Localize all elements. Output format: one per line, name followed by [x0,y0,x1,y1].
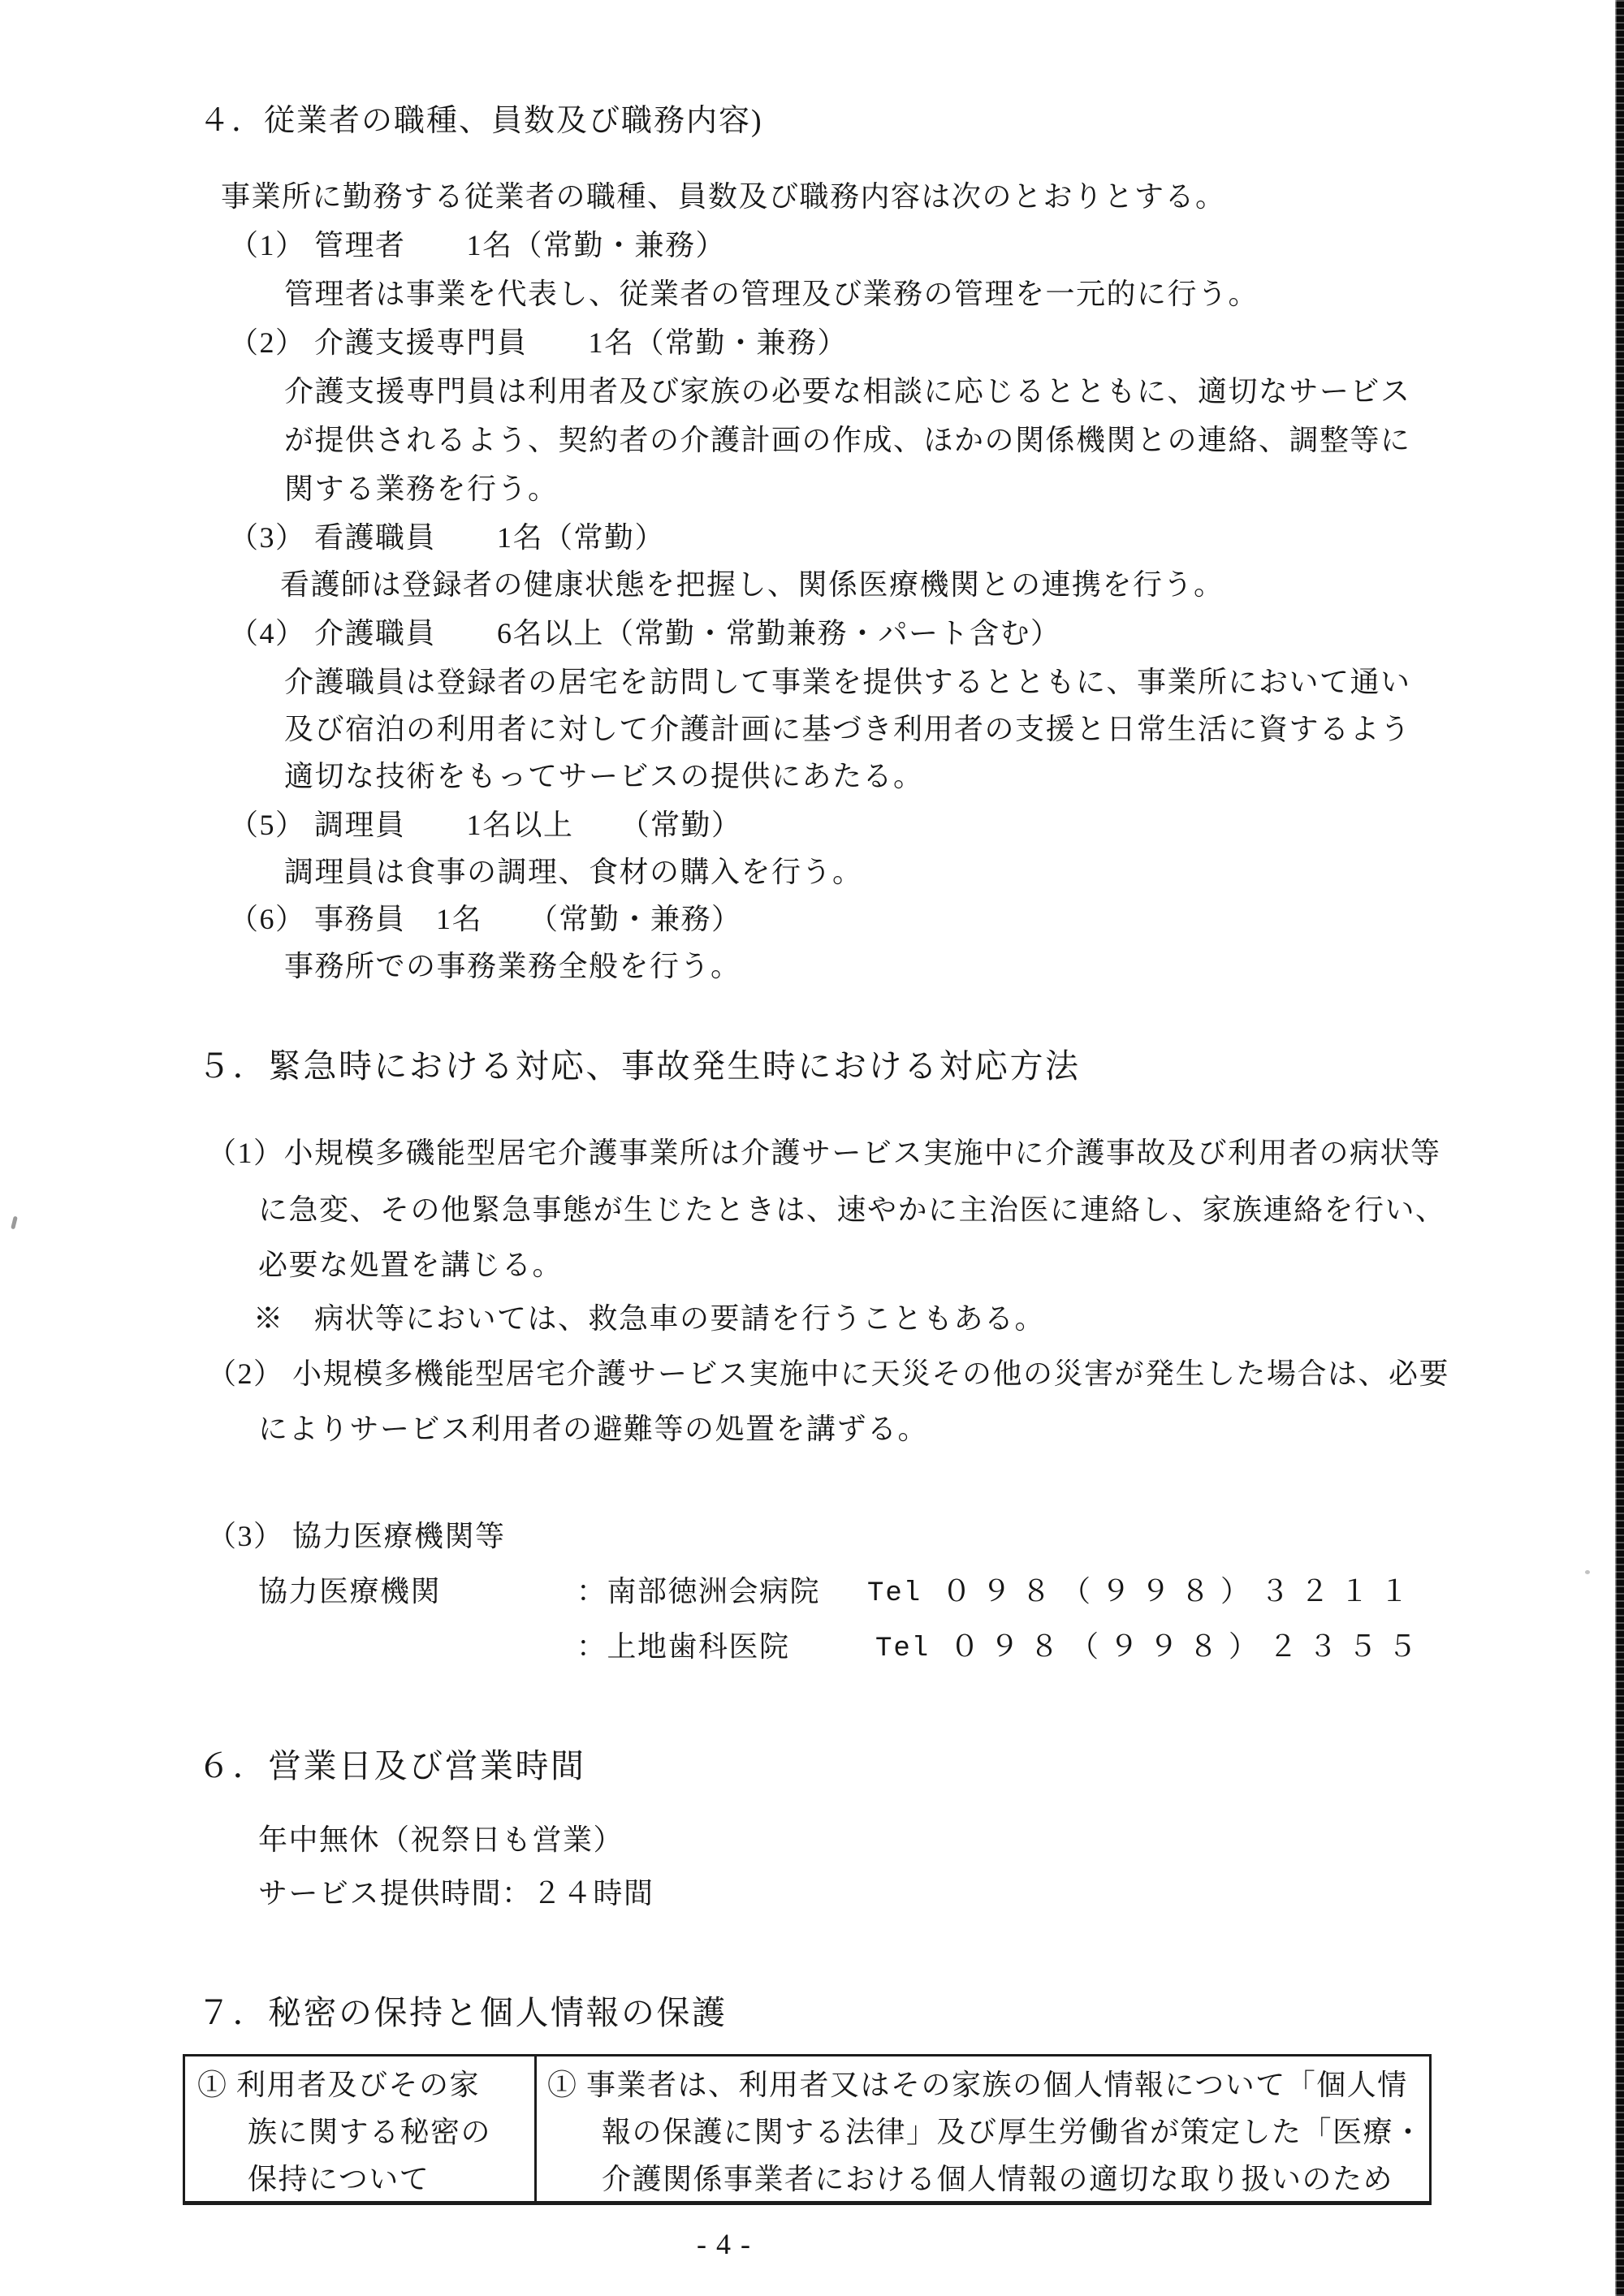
scan-speck [1585,1570,1590,1574]
medical-partners-heading: （3） 協力医療機関等 [207,1520,506,1552]
staff-item-2-desc-line3: 関する業務を行う。 [284,473,559,505]
staff-item-1-label: （1） 管理者 1名（常勤・兼務） [229,229,727,261]
medical-partners-label: 協力医療機関 [258,1575,442,1608]
staff-item-6-label: （6） 事務員 1名 （常勤・兼務） [229,903,742,935]
section4-heading: ４．従業者の職種、員数及び職務内容) [199,104,763,138]
section7-heading: ７．秘密の保持と個人情報の保護 [197,1994,728,2031]
privacy-table-left-line3: 保持について [248,2163,430,2195]
staff-item-4-desc-line1: 介護職員は登録者の居宅を訪問して事業を提供するとともに、事業所において通い [284,666,1411,698]
hospital-2-tel-number: ０９８（９９８）２３５５ [950,1630,1428,1663]
emergency-item-1-line2: に急変、その他緊急事態が生じたときは、速やかに主治医に連絡し、家族連絡を行い、 [258,1193,1446,1226]
staff-item-1-desc: 管理者は事業を代表し、従業者の管理及び業務の管理を一元的に行う。 [284,278,1259,310]
emergency-item-2-line1: （2） 小規模多機能型居宅介護サービス実施中に天災その他の災害が発生した場合は、必要 [207,1357,1450,1390]
business-days-line: 年中無休（祝祭日も営業） [258,1823,624,1856]
service-hours-line: サービス提供時間：２４時間 [258,1877,654,1910]
privacy-table-left-line1: ① 利用者及びその家 [197,2069,481,2101]
section4-intro: 事業所に勤務する従業者の職種、員数及び職務内容は次のとおりとする。 [221,180,1226,213]
page-number: - 4 - [697,2228,752,2260]
staff-item-6-desc: 事務所での事務業務全般を行う。 [284,950,741,982]
emergency-item-1-line1: （1）小規模多磯能型居宅介護事業所は介護サービス実施中に介護事故及び利用者の病状等 [207,1137,1441,1169]
privacy-table-right-line1: ① 事業者は、利用者又はその家族の個人情報について「個人情 [547,2069,1408,2101]
hospital-2-name: ：上地歯科医院 [577,1630,790,1663]
hospital-1-tel-number: ０９８（９９８）３２１１ [942,1575,1420,1608]
section5-heading: ５．緊急時における対応、事故発生時における対応方法 [197,1047,1081,1085]
staff-item-3-desc: 看護師は登録者の健康状態を把握し、関係医療機関との連携を行う。 [280,568,1224,601]
staff-item-5-desc: 調理員は食事の調理、食材の購入を行う。 [284,856,863,888]
hospital-1-tel-label: Tel [867,1578,922,1609]
hospital-2-tel-label: Tel [875,1634,931,1664]
staff-item-2-label: （2） 介護支援専門員 1名（常勤・兼務） [229,326,849,359]
scan-edge-artifact [1615,0,1624,2296]
scan-speck [11,1216,18,1230]
emergency-item-2-line2: によりサービス利用者の避難等の処置を講ずる。 [258,1413,929,1445]
privacy-table-right-line3: 介護関係事業者における個人情報の適切な取り扱いのため [602,2163,1394,2195]
staff-item-4-label: （4） 介護職員 6名以上（常勤・常勤兼務・パート含む） [229,617,1061,650]
section6-heading: ６．営業日及び営業時間 [197,1747,586,1785]
privacy-table-left-line2: 族に関する秘密の [248,2116,492,2148]
privacy-table-column-divider [534,2056,537,2201]
staff-item-2-desc-line1: 介護支援専門員は利用者及び家族の必要な相談に応じるとともに、適切なサービス [284,375,1411,408]
privacy-table-right-line2: 報の保護に関する法律」及び厚生労働省が策定した「医療・ [602,2116,1424,2148]
emergency-item-1-line3: 必要な処置を講じる。 [258,1249,564,1281]
staff-item-4-desc-line2: 及び宿泊の利用者に対して介護計画に基づき利用者の支援と日常生活に資するよう [284,713,1411,745]
staff-item-5-label: （5） 調理員 1名以上 （常勤） [229,809,742,841]
emergency-note: ※ 病状等においては、救急車の要請を行うこともある。 [253,1302,1046,1335]
staff-item-3-label: （3） 看護職員 1名（常勤） [229,521,666,554]
staff-item-2-desc-line2: が提供されるよう、契約者の介護計画の作成、ほかの関係機関との連絡、調整等に [284,424,1411,456]
staff-item-4-desc-line3: 適切な技術をもってサービスの提供にあたる。 [284,760,924,792]
hospital-1-name: ：南部徳洲会病院 [577,1575,821,1608]
